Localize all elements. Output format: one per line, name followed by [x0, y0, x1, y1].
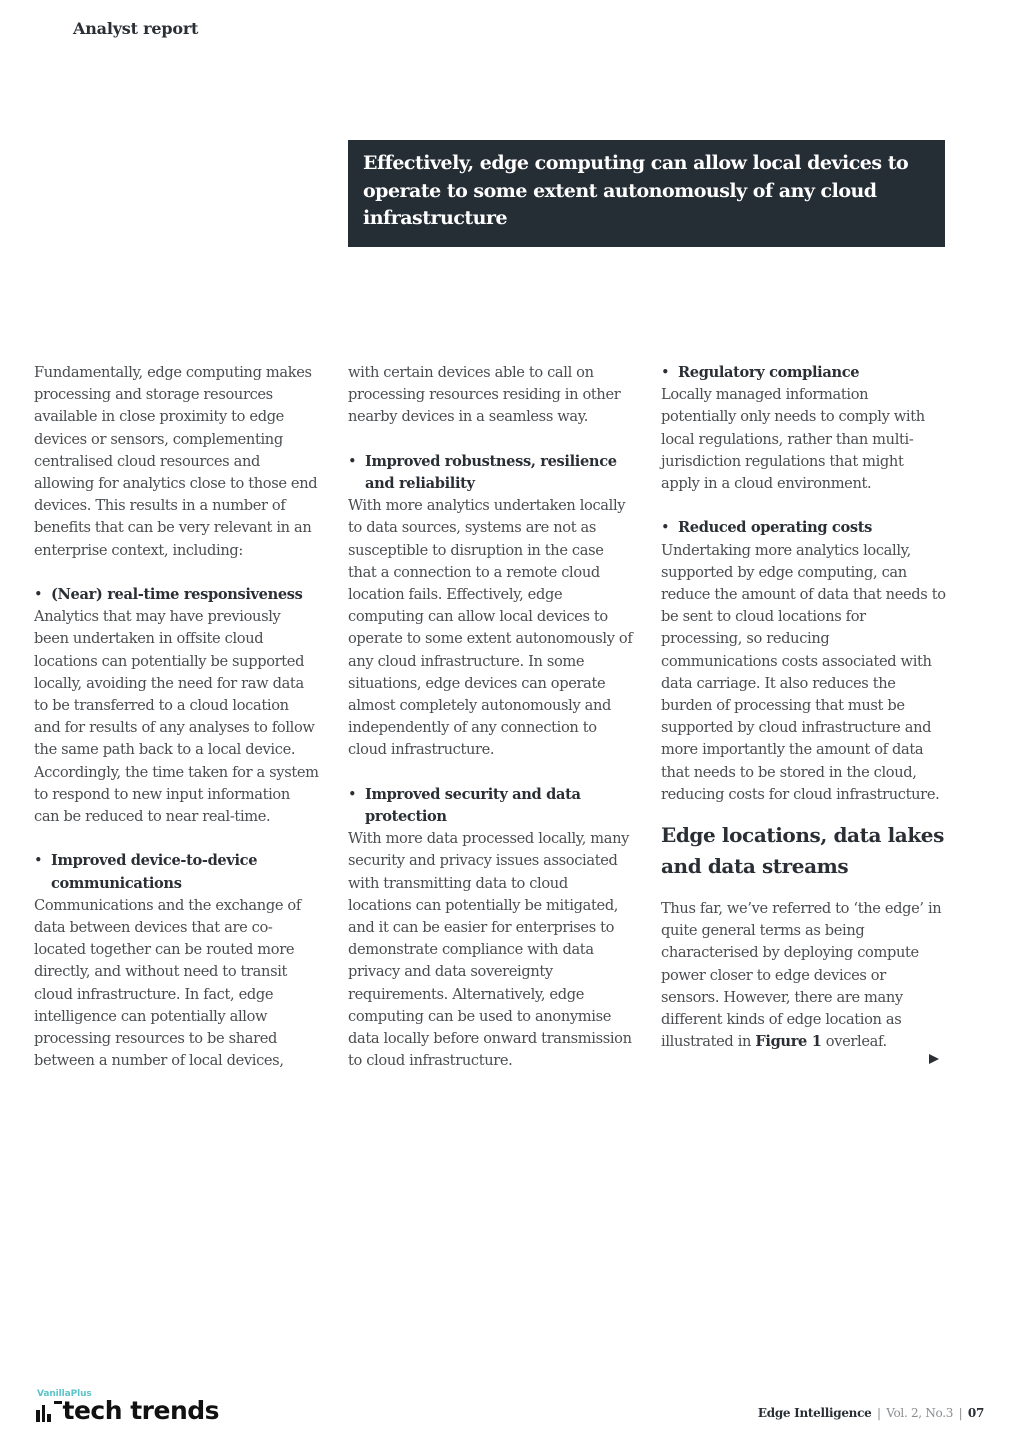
wordmark	[36, 1396, 220, 1425]
report-section-label: Analyst report	[73, 19, 199, 38]
benefit-body: Locally managed information potentially only needs to comply with local regulations, rather than multi-jurisdiction regulations that might apply in a cloud environment.	[661, 386, 925, 493]
brand-name: VanillaPlus	[37, 1389, 92, 1399]
intro-paragraph: Fundamentally, edge computing makes processing and storage resources available in close proximity to edge devices or sensors, complementing centralised cloud resources and allowing for analytics close to those end devices. This results in a number of benefits that can be very relevant in an enterprise context, including:	[34, 364, 318, 559]
bullet-icon: •	[34, 586, 43, 604]
page-number: 07	[967, 1406, 984, 1420]
bullet-icon: •	[34, 852, 43, 870]
article-column-1	[34, 362, 319, 1072]
bullet-icon: •	[348, 785, 357, 803]
bullet-icon: •	[661, 519, 670, 537]
wordmark-text: tech trends	[62, 1396, 220, 1425]
benefit-heading: • Improved robustness, resilience and reliability	[348, 451, 633, 495]
article-column-2	[348, 362, 633, 1072]
benefit-heading: • Improved device-to-device communications	[34, 850, 319, 894]
tech-trends-logo	[36, 1389, 220, 1425]
continue-arrow-icon	[929, 1054, 939, 1064]
benefit-body: Undertaking more analytics locally, supported by edge computing, can reduce the amount of data that needs to be sent to cloud locations for processing, so reducing communications costs associated with data carriage. It also reduces the burden of processing that must be supported by cloud infrastructure and more importantly the amount of data that needs to be stored in the cloud, reducing costs for cloud infrastructure.	[661, 541, 946, 803]
benefit-body: With more data processed locally, many security and privacy issues associated with transmitting data to cloud locations can potentially be mitigated, and it can be easier for enterprises to demonstrate compliance with data privacy and data sovereignty requirements. Alternatively, edge computing can be used to anonymise data locally before onward transmission to cloud infrastructure.	[348, 830, 632, 1070]
section-heading: Edge locations, data lakes and data streams	[661, 823, 944, 879]
bullet-icon: •	[661, 364, 670, 381]
bullet-icon: •	[348, 452, 357, 470]
benefit-body: With more analytics undertaken locally to data sources, systems are not as susceptible to disruption in the case that a connection to a remote cloud location fails. Effectively, edge computing can allow local devices to operate to some extent autonomously of any cloud infrastructure. In some situations, edge devices can operate almost completely autonomously and independently of any connection to cloud infrastructure.	[348, 497, 633, 759]
benefit-body: Communications and the exchange of data between devices that are co-located together can be routed more directly, and without need to transit cloud infrastructure. In fact, edge intelligence can potentially allow processing resources to be shared between a number of local devices,	[34, 896, 301, 1070]
section-paragraph: Thus far, we’ve referred to ‘the edge’ in quite general terms as being characterised by deploying compute power closer to edge devices or sensors. However, there are many different kinds of edge location as illustrated in Figure 1 overleaf.	[661, 900, 942, 1051]
pull-quote-text: Effectively, edge computing can allow local devices to operate to some extent autonomously of any cloud infrastructure	[363, 152, 909, 229]
footer-publication-info: Edge Intelligence | Vol. 2, No.3 | 07	[757, 1406, 984, 1420]
benefit-body-continued: with certain devices able to call on processing resources residing in other nearby devices in a seamless way.	[348, 364, 621, 426]
benefit-body: Analytics that may have previously been undertaken in offsite cloud locations can potentially be supported locally, avoiding the need for raw data to be transferred to a cloud location and for results of any analyses to follow the same path back to a local device. Accordingly, the time taken for a system to respond to new input information can be reduced to near real-time.	[34, 608, 319, 826]
issue-info: Vol. 2, No.3	[886, 1406, 954, 1420]
benefit-heading: • Improved security and data protection	[348, 784, 633, 828]
benefit-heading: • Regulatory compliance	[661, 362, 946, 384]
benefit-heading: • (Near) real-time responsiveness	[34, 584, 319, 606]
bar-chart-logo-icon	[36, 1404, 51, 1422]
benefit-heading: • Reduced operating costs	[661, 517, 946, 539]
figure-reference: Figure 1	[755, 1033, 822, 1051]
publication-name: Edge Intelligence	[757, 1406, 872, 1420]
article-column-3	[661, 362, 946, 1053]
pull-quote-box	[348, 140, 945, 247]
